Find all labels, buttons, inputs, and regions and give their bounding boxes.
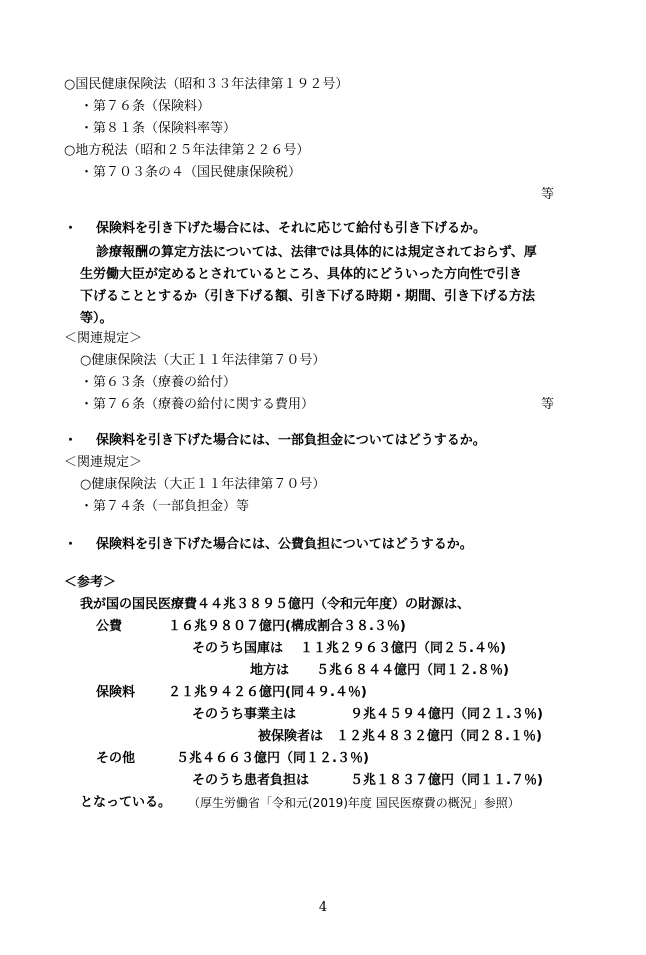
ref-article: ・第７４条（一部負担金）等 — [80, 499, 250, 514]
question-bullet: ・ — [64, 537, 78, 552]
question-body-line: 下げることとするか（引き下げる額、引き下げる時期・期間、引き下げる方法 — [80, 289, 536, 304]
question-body-line: 等）。 — [80, 311, 113, 326]
etc-mark: 等 — [541, 187, 555, 202]
question-title: 保険料を引き下げた場合には、一部負担金についてはどうするか。 — [96, 433, 486, 448]
local-value: ５兆６８４４億円（同１２.８％) — [316, 663, 509, 678]
reference-label: ＜参考＞ — [64, 575, 117, 590]
ref-article: ・第７０３条の４（国民健康保険税） — [80, 165, 302, 180]
ref-article: ・第８１条（保険料率等） — [80, 121, 237, 136]
ref-article: ・第６３条（療養の給付） — [80, 375, 237, 390]
question-body-line: 診療報酬の算定方法については、法律では具体的には規定されておらず、厚 — [96, 245, 537, 260]
patient-value: ５兆１８３７億円（同１１.７％) — [350, 773, 543, 788]
page-number: 4 — [318, 900, 328, 915]
ref-article: ・第７６条（療養の給付に関する費用） — [80, 397, 315, 412]
ref-article: ・第７６条（保険料） — [80, 99, 211, 114]
question-bullet: ・ — [64, 433, 78, 448]
employer-label: そのうち事業主は — [192, 707, 297, 722]
premium-label: 保険料 — [96, 685, 136, 700]
national-label: そのうち国庫は — [192, 641, 284, 656]
local-label: 地方は — [250, 663, 290, 678]
patient-label: そのうち患者負担は — [192, 773, 310, 788]
employer-value: ９兆４５９４億円（同２１.３％) — [350, 707, 543, 722]
related-label: ＜関連規定＞ — [64, 455, 143, 470]
insured-label: 被保険者は — [258, 729, 324, 744]
reference-closing: となっている。 — [80, 795, 172, 810]
other-label: その他 — [96, 751, 136, 766]
premium-value: ２１兆９４２６億円(同４９.４％) — [168, 685, 367, 700]
ref-law-kokuho: ○国民健康保険法（昭和３３年法律第１９２号） — [64, 77, 349, 92]
question-title: 保険料を引き下げた場合には、公費負担についてはどうするか。 — [96, 537, 473, 552]
related-label: ＜関連規定＞ — [64, 331, 143, 346]
reference-source: （厚生労働省「令和元(2019)年度 国民医療費の概況」参照） — [188, 796, 520, 810]
public-label: 公費 — [96, 619, 123, 634]
national-value: １１兆２９６３億円（同２５.４％) — [300, 641, 506, 656]
ref-law-kenpo: ○健康保険法（大正１１年法律第７０号） — [80, 353, 326, 368]
etc-mark: 等 — [541, 397, 555, 412]
question-title: 保険料を引き下げた場合には、それに応じて給付も引き下げるか。 — [96, 221, 487, 236]
question-bullet: ・ — [64, 221, 78, 236]
other-value: ５兆４６６３億円（同１２.３％) — [176, 751, 369, 766]
ref-law-chihouzei: ○地方税法（昭和２５年法律第２２６号） — [64, 143, 310, 158]
ref-law-kenpo: ○健康保険法（大正１１年法律第７０号） — [80, 477, 326, 492]
question-body-line: 生労働大臣が定めるとされているところ、具体的にどういった方向性で引き — [80, 267, 523, 282]
insured-value: １２兆４８３２億円（同２８.１％) — [336, 729, 542, 744]
reference-intro: 我が国の国民医療費４４兆３８９５億円（令和元年度）の財源は、 — [80, 597, 471, 612]
public-value: １６兆９８０７億円(構成割合３８.３％) — [168, 619, 406, 634]
